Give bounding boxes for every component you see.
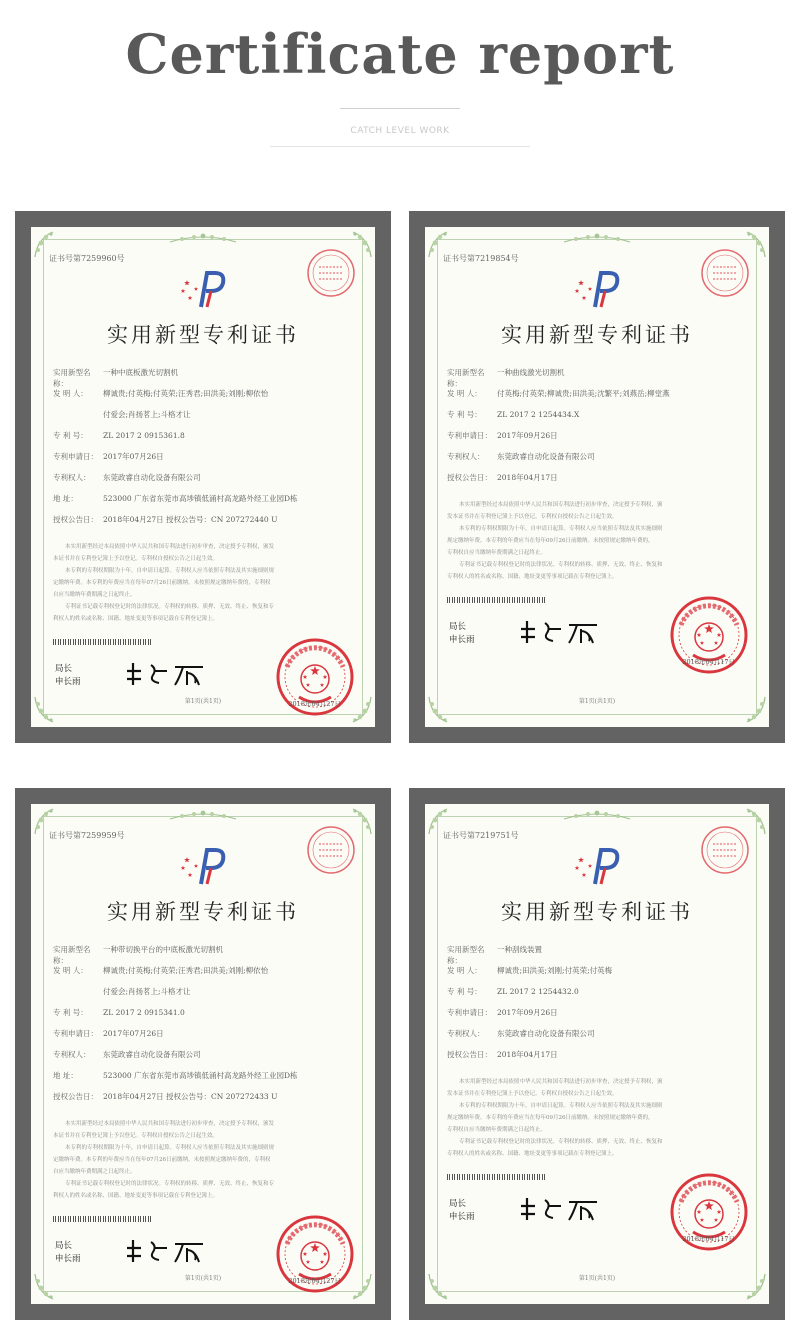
field-label: 授权公告日： (53, 515, 98, 524)
certificate-field (447, 1007, 753, 1028)
field-label: 专 利 号： (447, 987, 482, 996)
paragraph-line: 本实用新型经过本局依照中华人民共和国专利法进行初步审查，决定授予专利权，颁发 (65, 1121, 275, 1127)
certificate-fields (447, 367, 753, 493)
field-label: 发 明 人： (447, 389, 482, 398)
certificate-body-text (53, 1118, 359, 1202)
paragraph-line: 专利证书记载专利权登记时的法律状况。专利权的转移、质押、无效、终止、恢复和专 (65, 604, 275, 610)
paragraph-line: 专利权人的姓名或名称、国籍、地址变更等事项记载在专利登记簿上。 (447, 574, 618, 580)
paragraph-line: 定缴纳年费。本专利的年费应当在每年07月26日前缴纳。未按照规定缴纳年费的，专利权 (53, 1157, 271, 1163)
paragraph-line: 利权人的姓名或名称、国籍、地址变更等事项记载在专利登记簿上。 (53, 1193, 219, 1199)
field-label: 专利申请日： (53, 452, 98, 461)
paragraph-line: 本实用新型经过本局依照中华人民共和国专利法进行初步审查，决定授予专利权，颁发 (65, 544, 275, 550)
signature-icon (517, 1192, 603, 1226)
field-label: 专利申请日： (447, 431, 492, 440)
field-value: 2017年07月26日 (103, 1029, 164, 1038)
certificate-number: 证书号第7219751号 (443, 831, 519, 840)
paragraph-line: 专利证书记载专利权登记时的法律状况。专利权的转移、质押、无效、终止、恢复和专 (65, 1181, 275, 1187)
certificate-field (53, 367, 359, 388)
paragraph-line: 本实用新型经过本局依照中华人民共和国专利法进行初步审查，决定授予专利权，颁 (459, 1079, 663, 1085)
certificate-field (53, 493, 359, 514)
certificate-field (53, 1091, 359, 1112)
field-label: 实用新型名称： (447, 945, 485, 965)
field-value: 一种中底板激光切割机 (103, 368, 178, 377)
signer-block (449, 621, 475, 647)
certificate-number: 证书号第7259959号 (49, 831, 125, 840)
certificate-field (53, 944, 359, 965)
field-value: 柳诚贵;付英梅;付英荣;汪秀君;田洪美;刘刚;柳依怡 (103, 966, 269, 975)
certificate-field (447, 388, 753, 409)
certificate-field (53, 472, 359, 493)
certificate-title: 实用新型专利证书 (107, 323, 299, 347)
certificate-field (447, 409, 753, 430)
page-footer: 第1页(共1页) (578, 698, 616, 705)
field-label: 实用新型名称： (53, 945, 91, 965)
field-value: 东莞政睿自动化设备有限公司 (497, 452, 595, 461)
certificate-field (53, 1049, 359, 1070)
certificate-field (447, 367, 753, 388)
paragraph-line: 发本证书并在专利登记簿上予以登记。专利权自授权公告之日起生效。 (447, 1091, 618, 1097)
small-stamp-icon (305, 824, 357, 876)
patent-certificate (425, 227, 769, 727)
field-value: 柳诚贵;田洪美;刘刚;付英荣;付英梅 (497, 966, 613, 975)
certificate-field (53, 514, 359, 535)
certificate-field (447, 1049, 753, 1070)
signer-name: 申长雨 (55, 1254, 81, 1264)
field-value: 东莞政睿自动化设备有限公司 (103, 473, 201, 482)
certificate-fields (53, 944, 359, 1112)
top-ornament-icon (562, 231, 632, 245)
field-label: 专利权人： (53, 473, 91, 482)
signer-block (55, 1240, 81, 1266)
field-label: 发 明 人： (53, 966, 88, 975)
certificate-fields (447, 944, 753, 1070)
certificate-field (447, 451, 753, 472)
certificate-body-text (53, 541, 359, 625)
top-ornament-icon (562, 808, 632, 822)
signer-name: 申长雨 (449, 1212, 475, 1222)
patent-office-logo-icon (569, 269, 625, 311)
certificate-field (53, 451, 359, 472)
page-subtitle: CATCH LEVEL WORK (350, 126, 450, 136)
field-value: 东莞政睿自动化设备有限公司 (103, 1050, 201, 1059)
field-value: 523000 广东省东莞市高埗镇低涌村高龙路外经工业园D栋 (103, 494, 298, 503)
top-ornament-icon (168, 808, 238, 822)
certificate-field (447, 965, 753, 986)
field-value: ZL 2017 2 0915341.0 (103, 1008, 185, 1017)
field-label: 地 址： (53, 494, 78, 503)
paragraph-line: 本证书并在专利登记簿上予以登记。专利权自授权公告之日起生效。 (53, 1133, 219, 1139)
certificate-title: 实用新型专利证书 (107, 900, 299, 924)
small-stamp-icon (699, 247, 751, 299)
certificate-field (447, 986, 753, 1007)
paragraph-line: 本专利的专利权期限为十年，自申请日起算。专利权人应当依照专利法及其实施细则规 (65, 1145, 275, 1151)
paragraph-line: 本证书并在专利登记簿上予以登记。专利权自授权公告之日起生效。 (53, 556, 219, 562)
page-footer: 第1页(共1页) (184, 698, 222, 705)
paragraph-line: 自应当缴纳年费期满之日起终止。 (53, 1169, 136, 1175)
certificate-title: 实用新型专利证书 (501, 323, 693, 347)
paragraph-line: 本实用新型经过本局依照中华人民共和国专利法进行初步审查，决定授予专利权，颁 (459, 502, 663, 508)
field-value: 523000 广东省东莞市高埗镇低涌村高龙路外经工业园D栋 (103, 1071, 298, 1080)
paragraph-line: 自应当缴纳年费期满之日起终止。 (53, 592, 136, 598)
field-value: 2018年04月17日 (497, 1050, 558, 1059)
paragraph-line: 规定缴纳年费。本专利的年费应当在每年09月26日前缴纳。未按照规定缴纳年费的， (447, 1115, 654, 1121)
barcode-icon (53, 1216, 153, 1222)
small-stamp-icon (699, 824, 751, 876)
small-stamp-icon (305, 247, 357, 299)
seal-date: 2018年04月27日 (288, 700, 341, 708)
paragraph-line: 利权人的姓名或名称、国籍、地址变更等事项记载在专利登记簿上。 (53, 616, 219, 622)
field-value: 一种曲线激光切割机 (497, 368, 565, 377)
field-label: 专利申请日： (447, 1008, 492, 1017)
paragraph-line: 专利证书记载专利权登记时的法律状况。专利权的转移、质押、无效、终止、恢复和 (459, 562, 663, 568)
field-value: 2017年09月26日 (497, 1008, 558, 1017)
field-label: 实用新型名称： (53, 368, 91, 388)
paragraph-line: 定缴纳年费。本专利的年费应当在每年07月26日前缴纳。未按照规定缴纳年费的，专利权 (53, 580, 271, 586)
patent-office-logo-icon (569, 846, 625, 888)
field-label: 专利权人： (447, 1029, 485, 1038)
barcode-icon (447, 597, 547, 603)
field-value: 2018年04月27日 授权公告号：CN 207272440 U (103, 515, 278, 524)
field-label: 授权公告日： (447, 1050, 492, 1059)
signature-icon (517, 615, 603, 649)
patent-certificate (425, 804, 769, 1304)
paragraph-line: 专利证书记载专利权登记时的法律状况。专利权的转移、质押、无效、终止、恢复和 (459, 1139, 663, 1145)
paragraph-line: 本专利的专利权期限为十年，自申请日起算。专利权人应当依照专利法及其实施细则规 (65, 568, 275, 574)
top-ornament-icon (168, 231, 238, 245)
certificate-number: 证书号第7219854号 (443, 254, 519, 263)
field-label: 专 利 号： (447, 410, 482, 419)
paragraph-line: 本专利的专利权期限为十年，自申请日起算。专利权人应当依照专利法及其实施细则 (459, 526, 663, 532)
certificate-title: 实用新型专利证书 (501, 900, 693, 924)
field-value: 柳诚贵;付英梅;付英荣;汪秀君;田洪美;刘刚;柳依怡 (103, 389, 269, 398)
field-value: 2018年04月27日 授权公告号：CN 207272433 U (103, 1092, 278, 1101)
certificate-field (447, 944, 753, 965)
signer-title: 局长 (55, 1241, 73, 1251)
field-value: 一种刮线装置 (497, 945, 542, 954)
certificate-field (53, 986, 359, 1007)
patent-office-logo-icon (175, 846, 231, 888)
field-label: 地 址： (53, 1071, 78, 1080)
page-footer: 第1页(共1页) (578, 1275, 616, 1282)
field-value: ZL 2017 2 1254432.0 (497, 987, 579, 996)
signer-title: 局长 (55, 664, 73, 674)
signer-block (55, 663, 81, 689)
field-value: ZL 2017 2 0915361.8 (103, 431, 185, 440)
certificate-field (53, 388, 359, 409)
field-label: 授权公告日： (447, 473, 492, 482)
certificate-number: 证书号第7259960号 (49, 254, 125, 263)
field-value: ZL 2017 2 1254434.X (497, 410, 580, 419)
field-value: 一种带切换平台的中底板激光切割机 (103, 945, 223, 954)
page-footer: 第1页(共1页) (184, 1275, 222, 1282)
paragraph-line: 发本证书并在专利登记簿上予以登记。专利权自授权公告之日起生效。 (447, 514, 618, 520)
certificate-field (53, 965, 359, 986)
certificate-frame (409, 211, 785, 743)
subtitle-divider (270, 146, 530, 147)
seal-date: 2018年04月17日 (682, 1235, 735, 1243)
field-value: 2018年04月17日 (497, 473, 558, 482)
certificate-body-text (447, 1076, 753, 1160)
field-label: 实用新型名称： (447, 368, 485, 388)
certificate-field (53, 430, 359, 451)
paragraph-line: 本专利的专利权期限为十年，自申请日起算。专利权人应当依照专利法及其实施细则 (459, 1103, 663, 1109)
signature-icon (123, 657, 209, 691)
signer-title: 局长 (449, 622, 467, 632)
signature-icon (123, 1234, 209, 1268)
seal-date: 2018年04月27日 (288, 1277, 341, 1285)
certificate-body-text (447, 499, 753, 583)
certificate-field (447, 1028, 753, 1049)
field-label: 授权公告日： (53, 1092, 98, 1101)
paragraph-line: 专利权自应当缴纳年费期满之日起终止。 (447, 550, 547, 556)
field-label: 发 明 人： (53, 389, 88, 398)
field-label: 专 利 号： (53, 1008, 88, 1017)
certificate-field (53, 409, 359, 430)
certificate-field (53, 1070, 359, 1091)
field-label: 专利权人： (53, 1050, 91, 1059)
signer-block (449, 1198, 475, 1224)
certificate-field (447, 472, 753, 493)
patent-office-logo-icon (175, 269, 231, 311)
field-value: 东莞政睿自动化设备有限公司 (497, 1029, 595, 1038)
paragraph-line: 专利权自应当缴纳年费期满之日起终止。 (447, 1127, 547, 1133)
certificate-field (53, 1028, 359, 1049)
field-value: 付爱会;肖扬茗上;斗格才让 (103, 987, 191, 996)
paragraph-line: 专利权人的姓名或名称、国籍、地址变更等事项记载在专利登记簿上。 (447, 1151, 618, 1157)
patent-certificate (31, 804, 375, 1304)
certificate-field (53, 1007, 359, 1028)
field-value: 2017年09月26日 (497, 431, 558, 440)
certificate-frame (409, 788, 785, 1320)
barcode-icon (447, 1174, 547, 1180)
certificate-frame (15, 211, 391, 743)
certificate-fields (53, 367, 359, 535)
signer-name: 申长雨 (55, 677, 81, 687)
certificate-field (447, 430, 753, 451)
title-divider (340, 108, 460, 109)
patent-certificate (31, 227, 375, 727)
field-value: 付英梅;付英荣;柳诚贵;田洪美;沈繁平;刘燕岳;柳堂燕 (497, 389, 670, 398)
field-label: 专利权人： (447, 452, 485, 461)
field-label: 发 明 人： (447, 966, 482, 975)
certificate-frame (15, 788, 391, 1320)
field-label: 专利申请日： (53, 1029, 98, 1038)
field-value: 付爱会;肖扬茗上;斗格才让 (103, 410, 191, 419)
paragraph-line: 规定缴纳年费。本专利的年费应当在每年09月26日前缴纳。未按照规定缴纳年费的， (447, 538, 654, 544)
field-value: 2017年07月26日 (103, 452, 164, 461)
signer-title: 局长 (449, 1199, 467, 1209)
signer-name: 申长雨 (449, 635, 475, 645)
barcode-icon (53, 639, 153, 645)
field-label: 专 利 号： (53, 431, 88, 440)
seal-date: 2018年04月17日 (682, 658, 735, 666)
page-title: Certificate report (125, 22, 675, 86)
